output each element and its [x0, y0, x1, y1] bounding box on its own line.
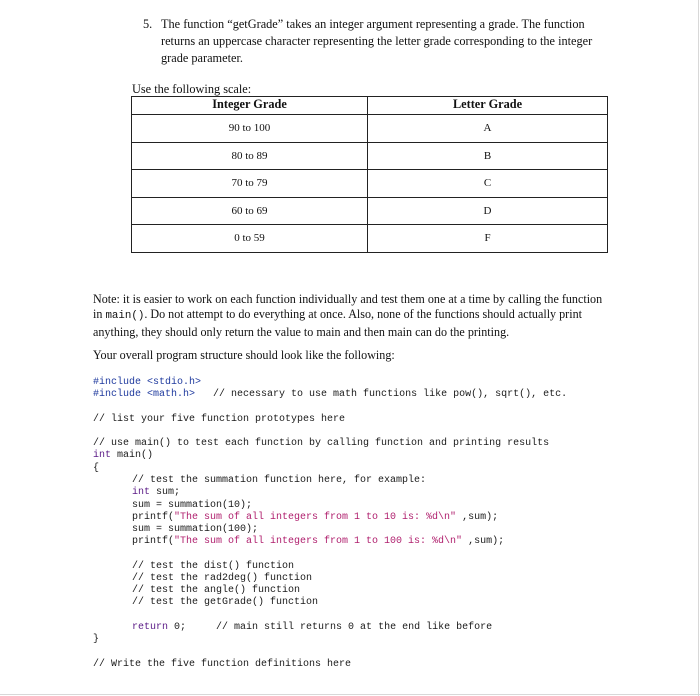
code-test-getgrade: // test the getGrade() function: [132, 597, 319, 608]
header-letter-grade: Letter Grade: [368, 97, 608, 115]
code-open-brace: {: [93, 463, 100, 474]
table-header-row: [132, 97, 608, 115]
letter-cell: D: [368, 197, 608, 225]
structure-label: Your overall program structure should look like the following:: [93, 348, 395, 362]
range-cell: 60 to 69: [132, 197, 368, 225]
code-sum-declaration: int sum;: [132, 487, 181, 498]
question-5: [143, 16, 603, 67]
range-cell: 0 to 59: [132, 225, 368, 253]
code-printf-100: printf("The sum of all integers from 1 to 100 is: %d\n" ,sum);: [132, 536, 505, 547]
code-test-angle: // test the angle() function: [132, 585, 301, 596]
scale-label: Use the following scale:: [132, 82, 252, 96]
question-text: The function “getGrade” takes an integer argument representing a grade. The function returns an uppercase character representing the letter grade corresponding to the integer grade parameter.: [161, 17, 593, 65]
table-row: [132, 115, 608, 143]
code-test-rad2deg: // test the rad2deg() function: [132, 573, 313, 584]
note-paragraph: [93, 292, 613, 340]
code-test-dist: // test the dist() function: [132, 561, 295, 572]
header-integer-grade: Integer Grade: [132, 97, 368, 115]
note-text-1: Note: it is easier to work on each function individually and test them one at a time by calling the function in: [93, 292, 603, 322]
code-include-math: #include <math.h> // necessary to use math functions like pow(), sqrt(), etc.: [93, 389, 568, 400]
letter-cell: B: [368, 142, 608, 170]
range-cell: 70 to 79: [132, 170, 368, 198]
letter-cell: F: [368, 225, 608, 253]
code-close-brace: }: [93, 634, 100, 645]
note-text-2: . Do not attempt to do everything at once. Also, none of the functions should actually print anything, they should only return the value to main and then main can do the printing.: [93, 307, 582, 339]
table-row: [132, 197, 608, 225]
note-main-code: main(): [105, 310, 145, 323]
letter-cell: C: [368, 170, 608, 198]
range-cell: 90 to 100: [132, 115, 368, 143]
table-row: [132, 225, 608, 253]
table-row: [132, 142, 608, 170]
code-write-definitions-comment: // Write the five function definitions here: [93, 659, 352, 670]
code-main-signature: int main(): [93, 450, 154, 461]
code-include-stdio: #include <stdio.h>: [93, 377, 202, 388]
code-sum-call-100: sum = summation(100);: [132, 524, 259, 535]
letter-cell: A: [368, 115, 608, 143]
range-cell: 80 to 89: [132, 142, 368, 170]
code-main-comment: // use main() to test each function by calling function and printing results: [93, 438, 550, 449]
code-summation-comment: // test the summation function here, for example:: [132, 475, 427, 486]
code-return: return 0; // main still returns 0 at the end like before: [132, 622, 493, 633]
code-sum-call-10: sum = summation(10);: [132, 500, 253, 511]
page-border-right: [698, 0, 699, 696]
question-number: 5.: [143, 17, 153, 31]
table-row: [132, 170, 608, 198]
code-prototype-comment: // list your five function prototypes here: [93, 414, 346, 425]
page-border-bottom: [0, 694, 700, 695]
grade-scale-table: [131, 96, 608, 253]
code-printf-10: printf("The sum of all integers from 1 to 10 is: %d\n" ,sum);: [132, 512, 499, 523]
